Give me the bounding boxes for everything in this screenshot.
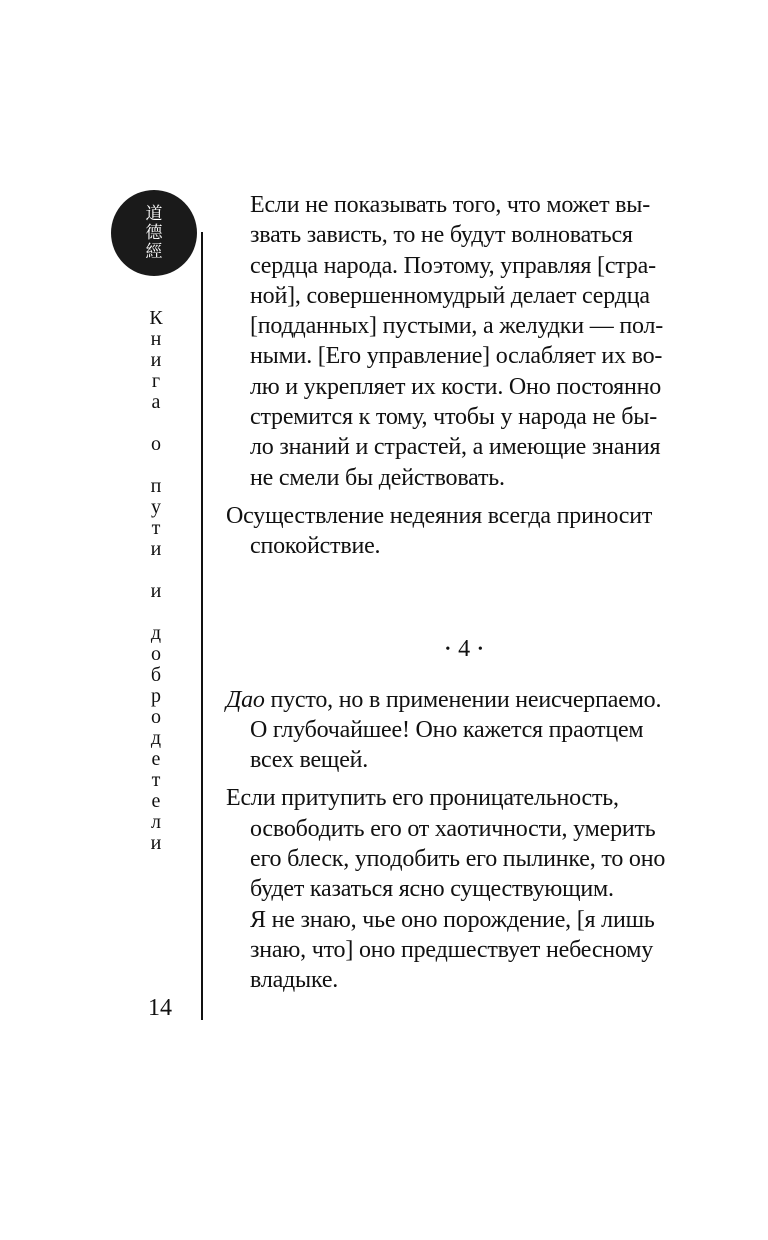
title-letter: п bbox=[150, 475, 162, 497]
title-letter: о bbox=[151, 706, 161, 728]
text-line: спокойствие. bbox=[250, 533, 381, 560]
title-letter: у bbox=[151, 496, 161, 518]
title-letter: и bbox=[150, 580, 162, 602]
title-letter: н bbox=[150, 328, 162, 350]
text-line: стремится к тому, чтобы у народа не бы- bbox=[250, 404, 658, 431]
text-line: О глубочайшее! Оно кажется праотцем bbox=[250, 716, 644, 743]
title-letter: К bbox=[149, 307, 163, 329]
text-line: [подданных] пустыми, а желудки — пол- bbox=[250, 313, 664, 340]
text-line: Осуществление недеяния всегда приносит bbox=[226, 502, 653, 529]
title-letter: и bbox=[150, 538, 162, 560]
title-letter: и bbox=[150, 349, 162, 371]
seal-char-3: 經 bbox=[145, 241, 163, 262]
text-line: лю и укрепляет их кости. Оно постоянно bbox=[250, 373, 662, 400]
title-letter: б bbox=[150, 664, 162, 686]
text-line: его блеск, уподобить его пылинке, то оно bbox=[250, 846, 666, 873]
text-line: сердца народа. Поэтому, управляя [стра- bbox=[250, 252, 656, 279]
title-gap bbox=[132, 602, 180, 623]
text-line: Я не знаю, чье оно порождение, [я лишь bbox=[250, 906, 655, 933]
text-line: звать зависть, то не будут волноваться bbox=[250, 222, 633, 249]
text-line: освободить его от хаотичности, умерить bbox=[250, 815, 656, 842]
paragraph-blunt bbox=[226, 783, 666, 995]
page-body bbox=[226, 190, 666, 1004]
title-letter: о bbox=[151, 433, 161, 455]
text-line: ло знаний и страстей, а имеющие знания bbox=[250, 434, 661, 461]
title-letter: о bbox=[151, 643, 161, 665]
text-line: ными. [Его управление] ослабляет их во- bbox=[250, 343, 663, 370]
title-letter: д bbox=[150, 727, 162, 749]
chapter-heading bbox=[262, 634, 666, 665]
title-gap bbox=[132, 413, 180, 434]
seal-char-1: 道 bbox=[145, 203, 163, 224]
title-letter: л bbox=[151, 811, 161, 833]
running-title bbox=[132, 308, 180, 854]
text-line bbox=[226, 685, 666, 715]
dao-de-jing-seal bbox=[111, 190, 197, 276]
text-line: владыке. bbox=[250, 967, 339, 994]
title-gap bbox=[132, 560, 180, 581]
ornament-left: • bbox=[445, 641, 451, 657]
text-fragment: пусто, но в применении неисчерпаемо. bbox=[264, 686, 662, 713]
chapter-number: 4 bbox=[458, 635, 470, 662]
paragraph-envy bbox=[226, 190, 666, 493]
ornament-right: • bbox=[477, 641, 483, 657]
italic-dao: Дао bbox=[226, 686, 265, 713]
text-line: Если не показывать того, что может вы- bbox=[250, 192, 651, 218]
title-gap bbox=[132, 455, 180, 476]
title-letter: г bbox=[151, 370, 161, 392]
title-letter: т bbox=[151, 769, 161, 791]
title-letter: д bbox=[150, 622, 162, 644]
title-letter: а bbox=[151, 391, 161, 413]
text-line: ной], совершенномудрый делает сердца bbox=[250, 282, 650, 309]
margin-rule bbox=[201, 232, 203, 1020]
seal-char-2: 德 bbox=[145, 222, 163, 243]
text-line: знаю, что] оно предшествует небесному bbox=[250, 936, 654, 963]
title-letter: и bbox=[150, 832, 162, 854]
text-line: не смели бы действовать. bbox=[250, 464, 505, 491]
page-number: 14 bbox=[148, 995, 172, 1021]
title-letter: т bbox=[151, 517, 161, 539]
text-line: Если притупить его проницательность, bbox=[226, 785, 619, 812]
title-letter: е bbox=[151, 748, 161, 770]
paragraph-dao-empty bbox=[226, 685, 666, 776]
paragraph-nonaction bbox=[226, 501, 666, 562]
text-line: будет казаться ясно существующим. bbox=[250, 876, 614, 903]
text-line: всех вещей. bbox=[250, 747, 369, 774]
title-letter: е bbox=[151, 790, 161, 812]
title-letter: р bbox=[151, 685, 161, 707]
